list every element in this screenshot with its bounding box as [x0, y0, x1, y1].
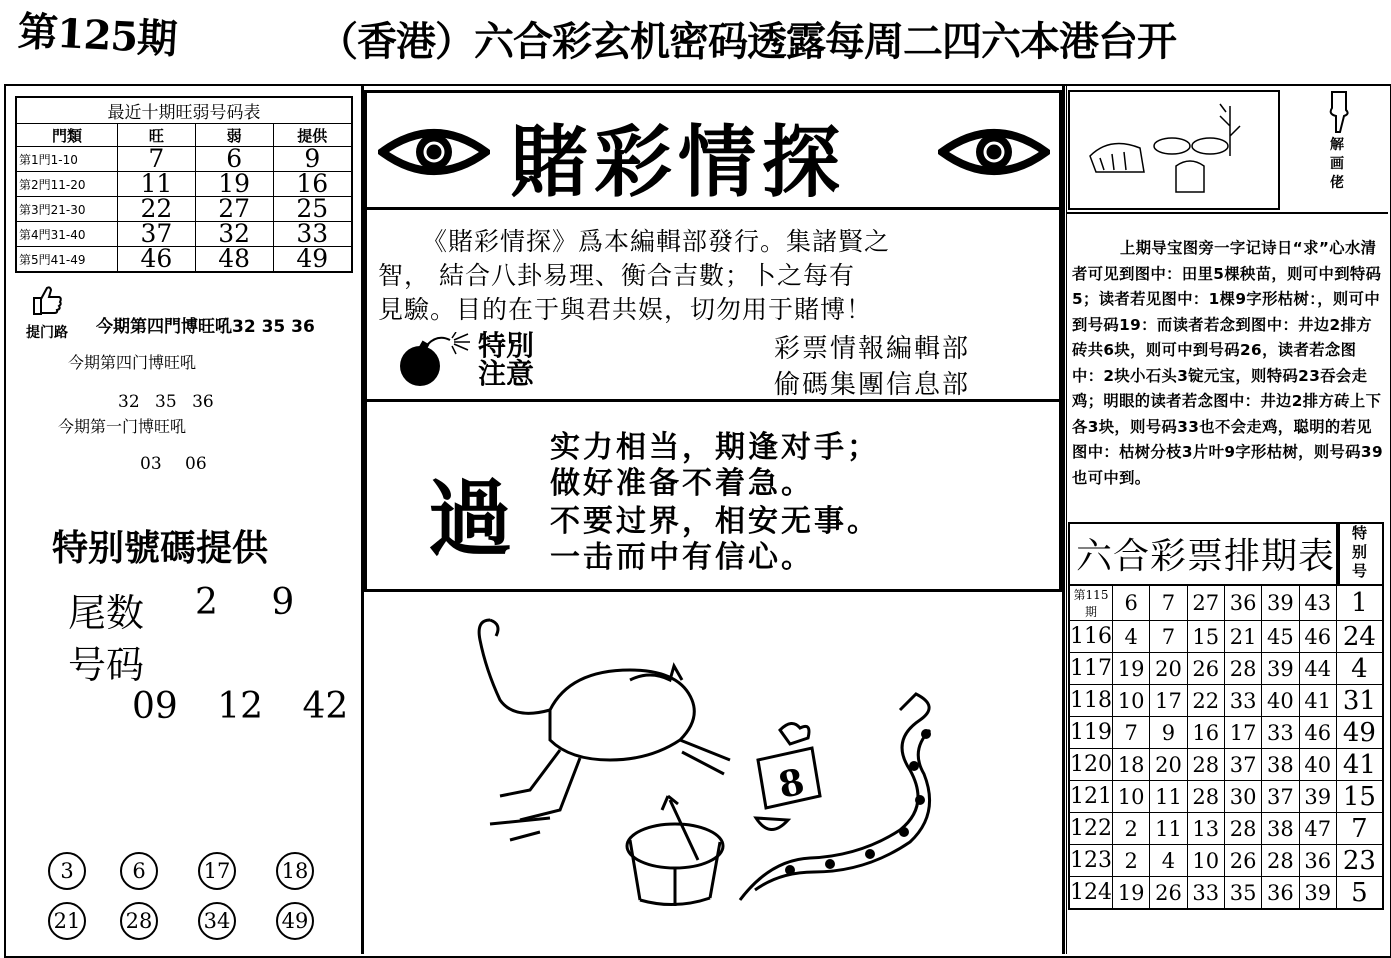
schedule-row [1069, 653, 1383, 685]
draw-number: 35 [1224, 877, 1261, 910]
special-number: 1 [1336, 585, 1383, 621]
period-label: 117 [1069, 653, 1113, 685]
offer-number: 25 [273, 197, 352, 222]
period-label: 121 [1069, 781, 1113, 813]
special-number: 31 [1336, 685, 1383, 717]
gate-label: 第5門41-49 [16, 247, 118, 273]
pointing-hand-icon [1326, 88, 1352, 138]
hint-line-2: 今期第四门博旺吼 [68, 353, 197, 372]
schedule-row [1069, 845, 1383, 877]
riddle-text: 上期导宝图旁一字记诗日“求”心水清者可见到图中：田里5棵秧苗，则可中到特码5；读者若见图中：1棵9字形枯树：，则可中到号码19：而读者若念到图中：井边2排方砖共6块，则可中到号码26，读者若念图中：2块小石头3锭元宝，则特码23吞会走鸡；明眼的读者若念图中：井边2排方砖上下各3块，则号码33也不会走鸡，聪明的若见图中：枯树分枝3片叶9字形枯树，则号码39也可中到。 [1072, 239, 1384, 487]
col-header-offer: 提供 [273, 124, 352, 147]
offer-number: 33 [273, 222, 352, 247]
hint-line-1: 今期第四門博旺吼32 35 36 [96, 317, 315, 337]
draw-number: 40 [1299, 749, 1336, 781]
draw-number: 41 [1299, 685, 1336, 717]
draw-number: 26 [1224, 845, 1261, 877]
hint-line-4: 今期第一门博旺吼 [58, 417, 187, 436]
main-title: 賭彩情探 [510, 117, 847, 208]
hot-number: 46 [118, 247, 196, 273]
draw-number: 39 [1262, 585, 1299, 621]
gate-label: 第3門21-30 [16, 197, 118, 222]
number-values: 09 12 42 [132, 686, 349, 727]
right-top-separator [1066, 212, 1388, 214]
draw-number: 46 [1299, 621, 1336, 653]
schedule-table [1068, 584, 1384, 910]
table-row [16, 147, 352, 172]
draw-number: 11 [1150, 781, 1187, 813]
special-number: 49 [1336, 717, 1383, 749]
draw-number: 7 [1113, 717, 1150, 749]
weak-number: 48 [195, 247, 273, 273]
gate-label: 第4門31-40 [16, 222, 118, 247]
weak-number: 27 [195, 197, 273, 222]
special-number: 4 [1336, 653, 1383, 685]
tiger-well-picture [1080, 96, 1260, 210]
weak-number: 6 [195, 147, 273, 172]
dept-1: 彩票情報編輯部 [774, 334, 971, 364]
draw-number: 46 [1299, 717, 1336, 749]
draw-number: 28 [1187, 749, 1224, 781]
draw-number: 9 [1150, 717, 1187, 749]
hot-number: 11 [118, 172, 196, 197]
draw-number: 6 [1113, 585, 1150, 621]
draw-number: 7 [1150, 585, 1187, 621]
hot-number: 22 [118, 197, 196, 222]
draw-number: 7 [1150, 621, 1187, 653]
schedule-title: 六合彩票排期表 [1076, 536, 1336, 577]
hot-number: 7 [118, 147, 196, 172]
draw-number: 19 [1113, 653, 1150, 685]
number-ball: 17 [198, 852, 236, 890]
special-number: 15 [1336, 781, 1383, 813]
draw-number: 38 [1262, 813, 1299, 845]
cat-snake-illustration [430, 610, 960, 914]
draw-number: 2 [1113, 845, 1150, 877]
hint-line-5: 03 06 [140, 454, 207, 474]
draw-number: 37 [1224, 749, 1261, 781]
draw-number: 18 [1113, 749, 1150, 781]
draw-number: 4 [1113, 621, 1150, 653]
period-label: 118 [1069, 685, 1113, 717]
draw-number: 22 [1187, 685, 1224, 717]
draw-number: 10 [1113, 781, 1150, 813]
draw-number: 27 [1187, 585, 1224, 621]
draw-number: 36 [1262, 877, 1299, 910]
col-header-weak: 弱 [195, 124, 273, 147]
draw-number: 4 [1150, 845, 1187, 877]
draw-number: 20 [1150, 653, 1187, 685]
period-label: 120 [1069, 749, 1113, 781]
verse-line-3: 不要过界，相安无事。 [550, 504, 880, 539]
draw-number: 13 [1187, 813, 1224, 845]
period-label: 124 [1069, 877, 1113, 910]
draw-number: 33 [1187, 877, 1224, 910]
big-character: 過 [428, 470, 513, 568]
draw-number: 40 [1262, 685, 1299, 717]
intro-line-2: 智， 結合八卦易理、衡合吉數；卜之每有 [378, 261, 855, 290]
draw-number: 2 [1113, 813, 1150, 845]
hot-weak-table [15, 96, 353, 273]
draw-number: 39 [1299, 781, 1336, 813]
draw-number: 15 [1187, 621, 1224, 653]
number-label: 号码 [68, 643, 145, 687]
weak-number: 19 [195, 172, 273, 197]
draw-number: 30 [1224, 781, 1261, 813]
tail-values: 2 9 [195, 582, 295, 623]
offer-number: 49 [273, 247, 352, 273]
number-ball: 3 [48, 852, 86, 890]
schedule-row [1069, 685, 1383, 717]
draw-number: 26 [1187, 653, 1224, 685]
draw-number: 17 [1224, 717, 1261, 749]
draw-number: 38 [1262, 749, 1299, 781]
special-number: 41 [1336, 749, 1383, 781]
draw-number: 10 [1113, 685, 1150, 717]
draw-number: 19 [1113, 877, 1150, 910]
schedule-row [1069, 749, 1383, 781]
special-number: 7 [1336, 813, 1383, 845]
special-number: 23 [1336, 845, 1383, 877]
hint-line-3: 32 35 36 [118, 392, 214, 412]
number-ball: 6 [120, 852, 158, 890]
verse-line-1: 实力相当，期逢对手； [550, 430, 880, 465]
draw-number: 28 [1224, 653, 1261, 685]
divider-right-2 [1066, 86, 1067, 954]
period-label: 119 [1069, 717, 1113, 749]
schedule-row [1069, 781, 1383, 813]
draw-number: 20 [1150, 749, 1187, 781]
left-eye-icon [378, 122, 490, 186]
draw-number: 39 [1299, 877, 1336, 910]
number-ball: 49 [276, 902, 314, 940]
intro-line-1: 《賭彩情探》爲本編輯部發行。集諸賢之 [422, 227, 891, 256]
period-label: 116 [1069, 621, 1113, 653]
table-row [16, 222, 352, 247]
number-ball: 21 [48, 902, 86, 940]
schedule-row [1069, 585, 1383, 621]
period-label: 第115期 [1069, 585, 1113, 621]
divider-right [1062, 86, 1065, 954]
hot-table-title: 最近十期旺弱号码表 [16, 97, 352, 124]
draw-number: 45 [1262, 621, 1299, 653]
draw-number: 10 [1187, 845, 1224, 877]
dept-2: 偷碼集團信息部 [774, 370, 971, 400]
draw-number: 21 [1224, 621, 1261, 653]
draw-number: 47 [1299, 813, 1336, 845]
schedule-row [1069, 877, 1383, 910]
right-eye-icon [938, 122, 1050, 186]
number-ball: 28 [120, 902, 158, 940]
table-row [16, 247, 352, 273]
hot-number: 37 [118, 222, 196, 247]
special-number: 5 [1336, 877, 1383, 910]
thumbs-up-icon [30, 284, 64, 320]
issue-number: 第125期 [16, 7, 178, 64]
notice-label: 特別注意 [478, 329, 535, 390]
offer-number: 9 [273, 147, 352, 172]
draw-number: 39 [1262, 653, 1299, 685]
tail-label: 尾数 [68, 591, 145, 635]
draw-number: 11 [1150, 813, 1187, 845]
bag-number: 8 [774, 760, 808, 807]
special-title: 特别號碼提供 [52, 528, 269, 569]
draw-number: 36 [1299, 845, 1336, 877]
bomb-icon [398, 332, 472, 392]
period-label: 123 [1069, 845, 1113, 877]
schedule-row [1069, 717, 1383, 749]
draw-number: 28 [1224, 813, 1261, 845]
verse-line-2: 做好准备不着急。 [550, 466, 814, 501]
draw-number: 36 [1224, 585, 1261, 621]
draw-number: 33 [1224, 685, 1261, 717]
table-row [16, 172, 352, 197]
draw-number: 17 [1150, 685, 1187, 717]
special-number: 24 [1336, 621, 1383, 653]
draw-number: 44 [1299, 653, 1336, 685]
page-headline: （香港）六合彩玄机密码透露每周二四六本港台开 [318, 19, 1176, 65]
number-ball: 34 [198, 902, 236, 940]
period-label: 122 [1069, 813, 1113, 845]
table-row [16, 197, 352, 222]
draw-number: 28 [1262, 845, 1299, 877]
draw-number: 16 [1187, 717, 1224, 749]
picture-caption: 解画佬 [1330, 137, 1344, 191]
number-ball: 18 [276, 852, 314, 890]
offer-number: 16 [273, 172, 352, 197]
schedule-row [1069, 621, 1383, 653]
verse-line-4: 一击而中有信心。 [550, 540, 814, 575]
draw-number: 33 [1262, 717, 1299, 749]
draw-number: 43 [1299, 585, 1336, 621]
col-header-hot: 旺 [118, 124, 196, 147]
draw-number: 26 [1150, 877, 1187, 910]
gate-label: 第2門11-20 [16, 172, 118, 197]
hint-label: 提门路 [26, 325, 68, 341]
schedule-special-header: 特别号 [1352, 524, 1368, 580]
intro-line-3: 見驗。目的在于與君共娱，切勿用于賭博！ [378, 295, 873, 324]
draw-number: 28 [1187, 781, 1224, 813]
gate-label: 第1門1-10 [16, 147, 118, 172]
draw-number: 37 [1262, 781, 1299, 813]
schedule-row [1069, 813, 1383, 845]
col-header-gate: 門類 [16, 124, 118, 147]
weak-number: 32 [195, 222, 273, 247]
